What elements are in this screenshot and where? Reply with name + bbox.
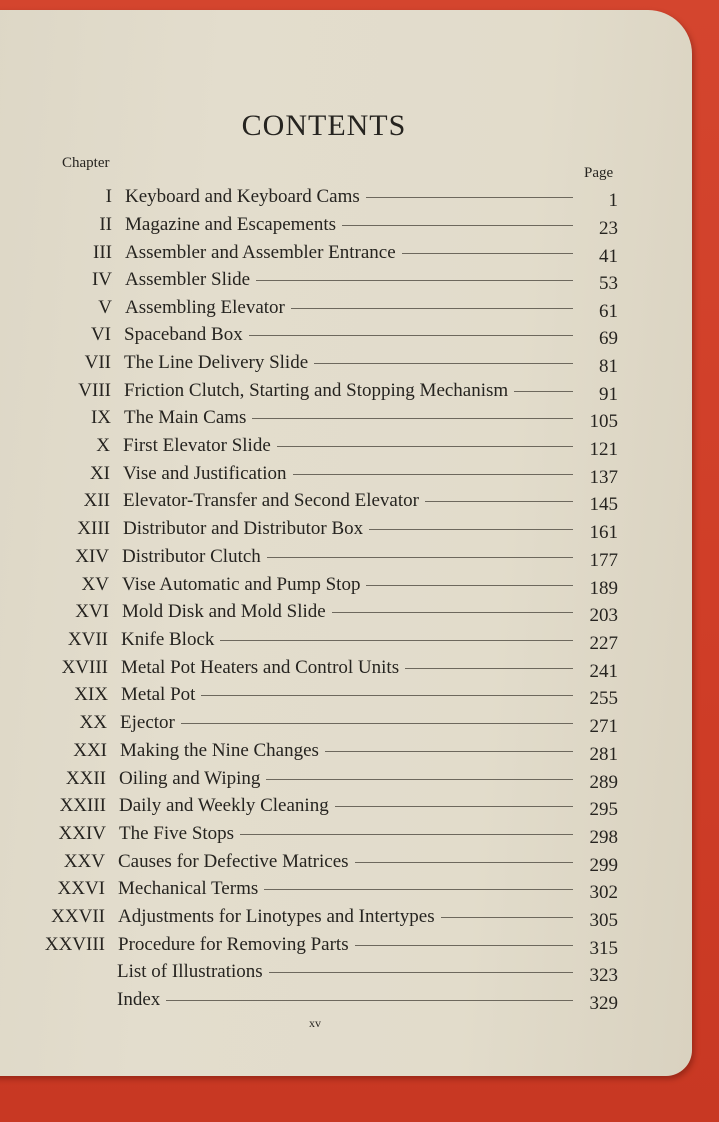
toc-chapter-title: Distributor and Distributor Box: [123, 518, 364, 539]
toc-leader-line: [240, 834, 573, 835]
toc-page-number: 121: [589, 439, 618, 460]
toc-chapter-number: I: [105, 186, 112, 207]
toc-entry: [0, 490, 650, 518]
toc-chapter-number: XIX: [74, 684, 108, 705]
toc-entry: [0, 795, 650, 823]
toc-page-number: 305: [589, 910, 618, 931]
toc-entry: [0, 878, 650, 906]
toc-chapter-number: XXII: [65, 768, 106, 789]
toc-entry: [0, 851, 650, 879]
toc-page-number: 23: [599, 218, 618, 239]
toc-entry: [0, 961, 650, 989]
toc-page-number: 302: [589, 882, 618, 903]
toc-page-number: 69: [599, 328, 618, 349]
toc-entry: [0, 989, 650, 1017]
toc-chapter-title: Adjustments for Linotypes and Intertypes: [118, 906, 435, 927]
toc-chapter-number: III: [93, 242, 112, 263]
toc-chapter-title: Oiling and Wiping: [119, 768, 261, 789]
toc-page-number: 177: [589, 550, 618, 571]
toc-chapter-title: Elevator-Transfer and Second Elevator: [123, 490, 419, 511]
toc-chapter-title: Procedure for Removing Parts: [118, 934, 349, 955]
toc-entry: [0, 684, 650, 712]
toc-chapter-title: Mold Disk and Mold Slide: [122, 601, 326, 622]
toc-entry: [0, 297, 650, 325]
toc-chapter-title: List of Illustrations: [117, 961, 263, 982]
toc-chapter-number: XXIII: [59, 795, 106, 816]
toc-leader-line: [355, 945, 573, 946]
toc-page-number: 295: [589, 799, 618, 820]
toc-entry: [0, 324, 650, 352]
toc-chapter-title: Metal Pot: [121, 684, 196, 705]
toc-chapter-number: XVI: [75, 601, 109, 622]
toc-chapter-number: XIII: [77, 518, 110, 539]
toc-page-number: 81: [599, 356, 618, 377]
toc-leader-line: [166, 1000, 573, 1001]
toc-chapter-number: VII: [84, 352, 111, 373]
toc-leader-line: [201, 695, 573, 696]
toc-chapter-title: Keyboard and Keyboard Cams: [125, 186, 360, 207]
toc-leader-line: [267, 557, 573, 558]
toc-leader-line: [249, 335, 573, 336]
toc-entry: [0, 823, 650, 851]
toc-chapter-title: Causes for Defective Matrices: [118, 851, 349, 872]
toc-chapter-number: XV: [81, 574, 109, 595]
toc-page-number: 91: [599, 384, 618, 405]
toc-page-number: 255: [589, 688, 618, 709]
toc-leader-line: [264, 889, 573, 890]
toc-leader-line: [355, 862, 573, 863]
toc-chapter-number: XVII: [67, 629, 108, 650]
toc-entry: [0, 186, 650, 214]
toc-chapter-title: The Five Stops: [119, 823, 235, 844]
toc-leader-line: [405, 668, 573, 669]
toc-entry: [0, 214, 650, 242]
toc-chapter-title: Daily and Weekly Cleaning: [119, 795, 329, 816]
toc-chapter-title: Spaceband Box: [124, 324, 243, 345]
toc-entry: [0, 712, 650, 740]
toc-page-number: 271: [589, 716, 618, 737]
toc-chapter-number: II: [99, 214, 112, 235]
toc-chapter-number: VI: [90, 324, 111, 345]
toc-chapter-title: The Main Cams: [124, 407, 247, 428]
toc-chapter-number: X: [96, 435, 110, 456]
toc-chapter-number: XXVI: [57, 878, 105, 899]
toc-page-number: 105: [589, 411, 618, 432]
toc-leader-line: [293, 474, 574, 475]
toc-chapter-number: XXI: [73, 740, 107, 761]
toc-leader-line: [335, 806, 573, 807]
toc-chapter-title: Vise and Justification: [123, 463, 287, 484]
toc-chapter-number: XI: [89, 463, 110, 484]
toc-chapter-title: Mechanical Terms: [118, 878, 259, 899]
toc-chapter-title: The Line Delivery Slide: [124, 352, 309, 373]
toc-entry: [0, 601, 650, 629]
toc-entry: [0, 435, 650, 463]
toc-entry: [0, 629, 650, 657]
toc-leader-line: [314, 363, 573, 364]
toc-entry: [0, 574, 650, 602]
toc-chapter-number: VIII: [78, 380, 111, 401]
toc-page-number: 227: [589, 633, 618, 654]
toc-chapter-title: Metal Pot Heaters and Control Units: [121, 657, 400, 678]
toc-leader-line: [514, 391, 573, 392]
toc-entry: [0, 740, 650, 768]
toc-entry: [0, 546, 650, 574]
toc-chapter-title: Distributor Clutch: [122, 546, 261, 567]
toc-chapter-number: IX: [90, 407, 111, 428]
toc-entry: [0, 352, 650, 380]
toc-leader-line: [332, 612, 573, 613]
toc-entry: [0, 518, 650, 546]
toc-chapter-title: Knife Block: [121, 629, 215, 650]
toc-chapter-number: XVIII: [61, 657, 108, 678]
toc-page-number: 1: [608, 190, 618, 211]
toc-page-number: 298: [589, 827, 618, 848]
toc-chapter-title: First Elevator Slide: [123, 435, 271, 456]
toc-leader-line: [277, 446, 573, 447]
toc-chapter-number: XXVII: [51, 906, 105, 927]
toc-entry: [0, 380, 650, 408]
toc-leader-line: [181, 723, 573, 724]
toc-chapter-title: Assembling Elevator: [125, 297, 285, 318]
toc-chapter-number: IV: [91, 269, 112, 290]
toc-chapter-number: XIV: [75, 546, 109, 567]
toc-leader-line: [366, 585, 573, 586]
toc-entry: [0, 768, 650, 796]
toc-entry: [0, 657, 650, 685]
chapter-column-heading: Chapter: [62, 155, 110, 171]
toc-chapter-number: XXV: [63, 851, 105, 872]
toc-leader-line: [342, 225, 573, 226]
toc-chapter-number: XII: [83, 490, 110, 511]
toc-page-number: 323: [589, 965, 618, 986]
toc-page-number: 315: [589, 938, 618, 959]
page-title: CONTENTS: [241, 109, 407, 142]
toc-leader-line: [256, 280, 573, 281]
toc-chapter-title: Making the Nine Changes: [120, 740, 319, 761]
toc-leader-line: [291, 308, 573, 309]
toc-page-number: 61: [599, 301, 618, 322]
toc-chapter-number: XX: [79, 712, 107, 733]
toc-page-number: 137: [589, 467, 618, 488]
toc-leader-line: [425, 501, 573, 502]
toc-chapter-title: Assembler Slide: [125, 269, 251, 290]
toc-chapter-title: Magazine and Escapements: [125, 214, 337, 235]
toc-chapter-number: XXVIII: [44, 934, 105, 955]
toc-page-number: 289: [589, 772, 618, 793]
toc-leader-line: [366, 197, 573, 198]
toc-page-number: 41: [599, 246, 618, 267]
toc-page-number: 189: [589, 578, 618, 599]
toc-entry: [0, 407, 650, 435]
toc-page-number: 329: [589, 993, 618, 1014]
toc-chapter-title: Ejector: [120, 712, 175, 733]
toc-entry: [0, 463, 650, 491]
toc-leader-line: [369, 529, 573, 530]
toc-entry: [0, 242, 650, 270]
toc-page-number: 53: [599, 273, 618, 294]
toc-leader-line: [220, 640, 573, 641]
toc-page-number: 161: [589, 522, 618, 543]
toc-entry: [0, 906, 650, 934]
toc-leader-line: [402, 253, 573, 254]
toc-leader-line: [325, 751, 573, 752]
toc-chapter-title: Index: [117, 989, 161, 1010]
toc-leader-line: [252, 418, 573, 419]
page-number: xv: [309, 1016, 321, 1030]
toc-chapter-number: XXIV: [58, 823, 106, 844]
toc-chapter-title: Friction Clutch, Starting and Stopping Mechanism: [124, 380, 509, 401]
book-page: [0, 10, 692, 1076]
page-column-heading: Page: [584, 165, 614, 181]
toc-leader-line: [266, 779, 573, 780]
toc-page-number: 145: [589, 494, 618, 515]
toc-page-number: 241: [589, 661, 618, 682]
toc-page-number: 281: [589, 744, 618, 765]
toc-chapter-number: V: [98, 297, 112, 318]
toc-entry: [0, 934, 650, 962]
toc-chapter-title: Vise Automatic and Pump Stop: [122, 574, 361, 595]
toc-chapter-title: Assembler and Assembler Entrance: [125, 242, 396, 263]
toc-leader-line: [441, 917, 573, 918]
toc-leader-line: [269, 972, 573, 973]
toc-page-number: 203: [589, 605, 618, 626]
toc-entry: [0, 269, 650, 297]
toc-page-number: 299: [589, 855, 618, 876]
